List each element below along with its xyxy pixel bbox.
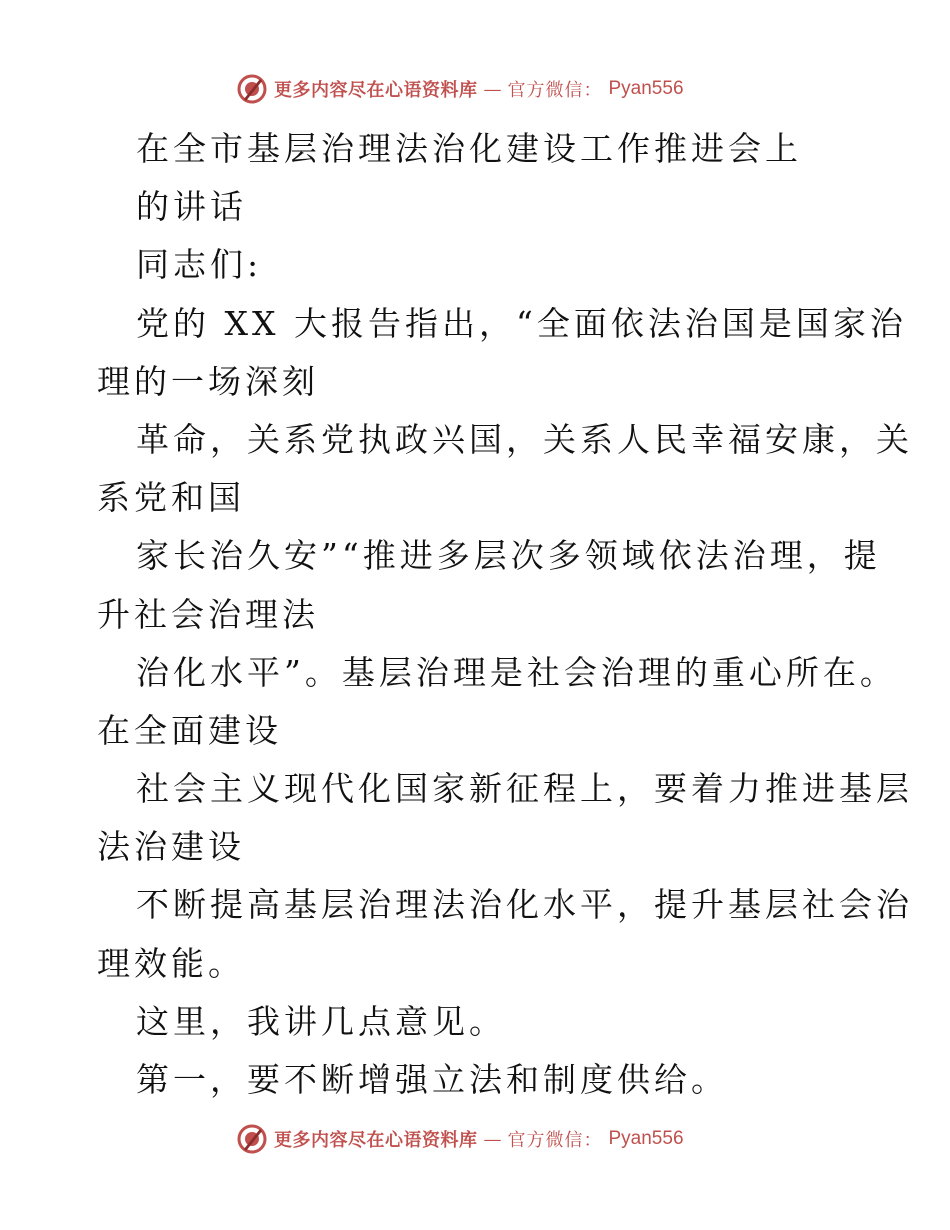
- paragraph-line: 革命，关系党执政兴国，关系人民幸福安康，关: [136, 419, 913, 459]
- paragraph-line: 系党和国: [97, 478, 245, 518]
- paragraph-line: 党的 XX 大报告指出，“全面依法治国是国家治: [136, 303, 907, 343]
- banner-wechat-id: Pyan556: [608, 1128, 684, 1149]
- paragraph-line: 这里，我讲几点意见。: [136, 1001, 506, 1041]
- banner-wechat-label: 官方微信：: [507, 80, 603, 101]
- paragraph-line: 理效能。: [97, 943, 245, 983]
- paragraph-line: 法治建设: [97, 827, 245, 867]
- salutation: 同志们:: [136, 245, 263, 285]
- footer-banner: [236, 1122, 684, 1156]
- quill-circle-logo-icon: [236, 73, 268, 105]
- title-line-2: 的讲话: [136, 187, 247, 227]
- banner-wechat-id: Pyan556: [608, 78, 684, 99]
- paragraph-line: 不断提高基层治理法治化水平，提升基层社会治: [136, 885, 913, 925]
- banner-site-text: 更多内容尽在心语资料库: [274, 80, 478, 101]
- banner-dash: —: [483, 1128, 502, 1150]
- paragraph-line: 升社会治理法: [97, 594, 319, 634]
- paragraph-line: 家长治久安”“推进多层次多领域依法治理，提: [136, 536, 881, 576]
- section-heading: 第一，要不断增强立法和制度供给。: [136, 1060, 728, 1099]
- banner-dash: —: [483, 78, 502, 100]
- paragraph-line: 治化水平”。基层治理是社会治理的重心所在。: [136, 652, 897, 692]
- paragraph-line: 社会主义现代化国家新征程上，要着力推进基层: [136, 769, 913, 809]
- document-body: [97, 120, 913, 1109]
- banner-wechat-label: 官方微信：: [507, 1130, 603, 1151]
- quill-circle-logo-icon: [236, 1123, 268, 1155]
- banner-site-text: 更多内容尽在心语资料库: [274, 1130, 478, 1151]
- paragraph-line: 在全面建设: [97, 710, 282, 750]
- header-banner: [236, 72, 684, 106]
- title-line-1: 在全市基层治理法治化建设工作推进会上: [136, 129, 802, 168]
- paragraph-line: 理的一场深刻: [97, 361, 319, 401]
